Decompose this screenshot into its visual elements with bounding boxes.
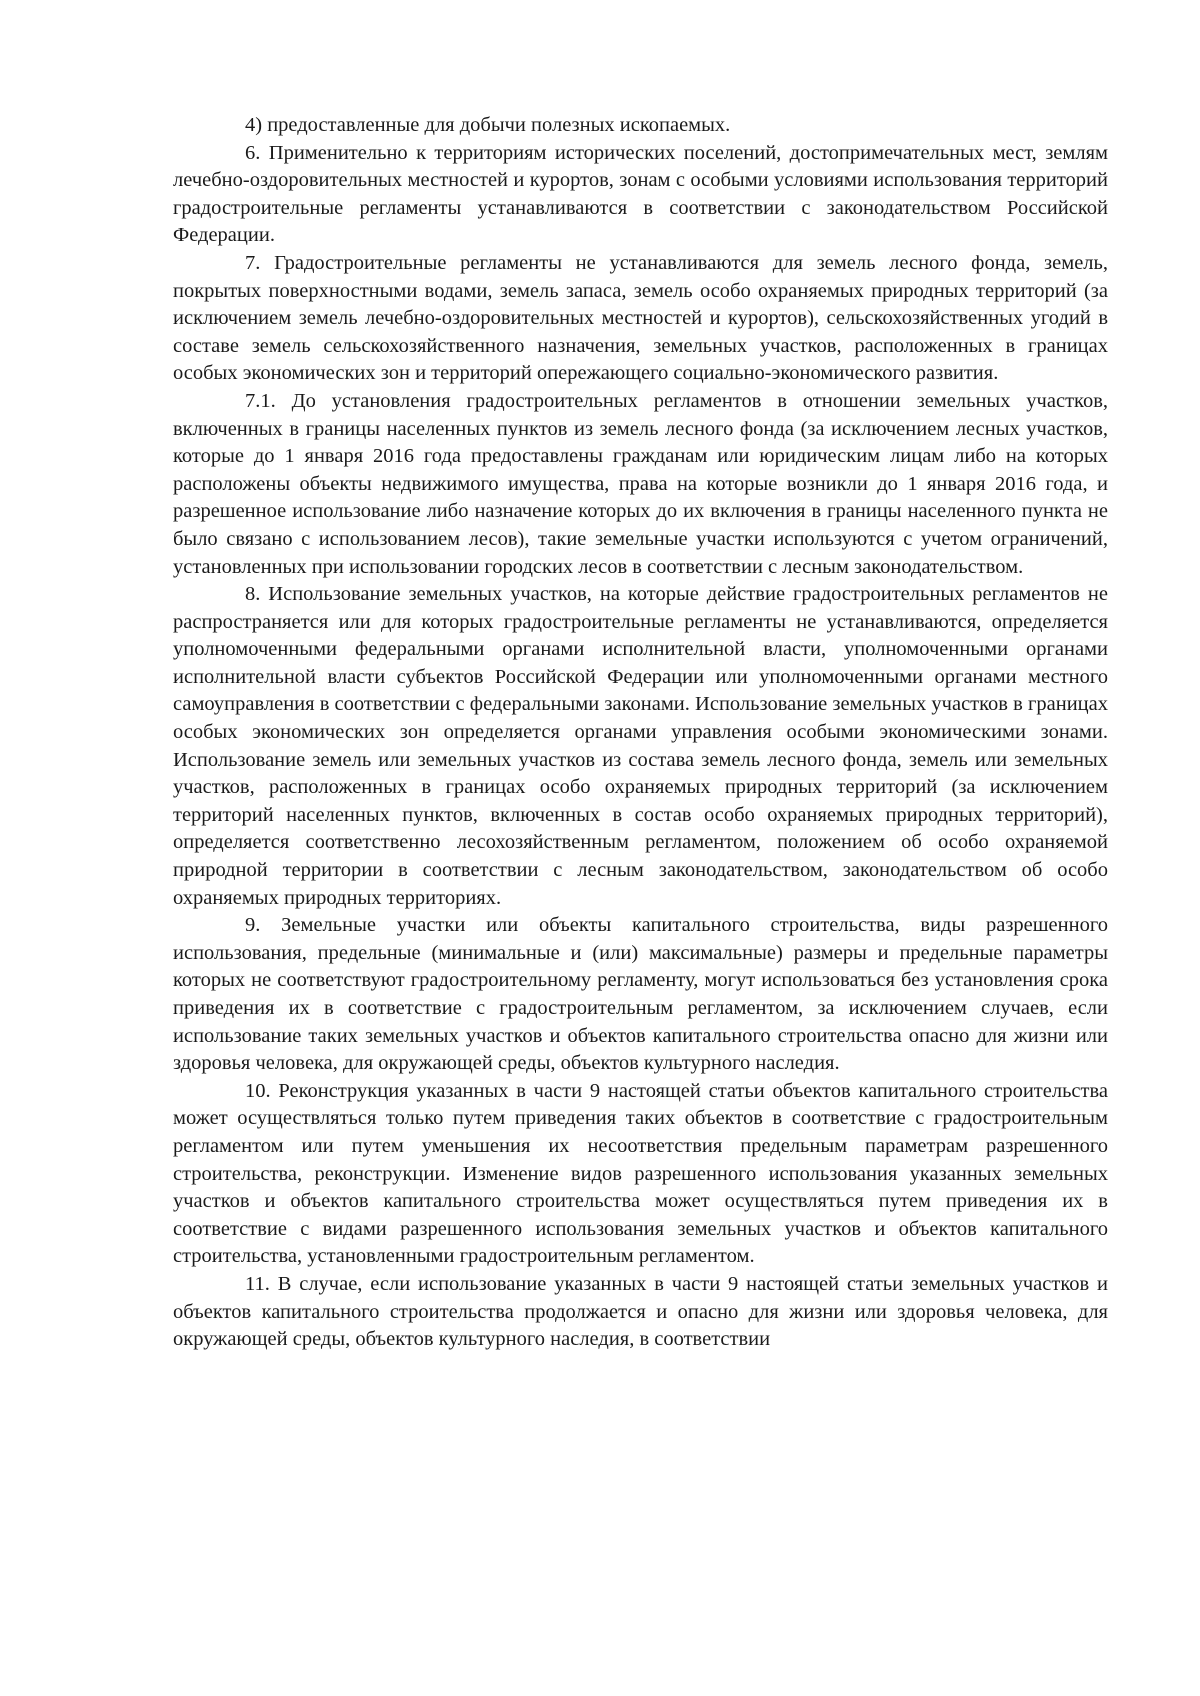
- paragraph-part-6: 6. Применительно к территориям исторических поселений, достопримечательных мест, землям лечебно-оздоровительных местностей и курортов, зонам с особыми условиями использования территорий градостроительные регламенты устанавливаются в соответствии с законодательством Российской Федерации.: [173, 141, 1108, 247]
- paragraph-part-7: 7. Градостроительные регламенты не устанавливаются для земель лесного фонда, земель, покрытых поверхностными водами, земель запаса, земель особо охраняемых природных территорий (за исключением земель лечебно-оздоровительных местностей и курортов), сельскохозяйственных угодий в составе земель сельскохозяйственного назначения, земельных участков, расположенных в границах особых экономических зон и территорий опережающего социально-экономического развития.: [173, 251, 1108, 385]
- paragraph-part-8: 8. Использование земельных участков, на которые действие градостроительных регламентов не распространяется или для которых градостроительные регламенты не устанавливаются, определяется уполномоченными федеральными органами исполнительной власти, уполномоченными органами исполнительной власти субъектов Российской Федерации или уполномоченными органами местного самоуправления в соответствии с федеральными законами. Использование земельных участков в границах особых экономических зон определяется органами управления особыми экономическими зонами. Использование земель или земельных участков из состава земель лесного фонда, земель или земельных участков, расположенных в границах особо охраняемых природных территорий (за исключением территорий населенных пунктов, включенных в состав особо охраняемых природных территорий), определяется соответственно лесохозяйственным регламентом, положением об особо охраняемой природной территории в соответствии с лесным законодательством, законодательством об особо охраняемых природных территориях.: [173, 583, 1108, 909]
- document-body: [173, 112, 1108, 1354]
- paragraph-item-4: 4) предоставленные для добычи полезных ископаемых.: [245, 114, 731, 136]
- paragraph-part-11: 11. В случае, если использование указанных в части 9 настоящей статьи земельных участков и объектов капитального строительства продолжается и опасно для жизни или здоровья человека, для окружающей среды, объектов культурного наследия, в соответствии: [173, 1272, 1108, 1351]
- paragraph-part-9: 9. Земельные участки или объекты капитального строительства, виды разрешенного использования, предельные (минимальные и (или) максимальные) размеры и предельные параметры которых не соответствуют градостроительному регламенту, могут использоваться без установления срока приведения их в соответствие с градостроительным регламентом, за исключением случаев, если использование таких земельных участков и объектов капитального строительства опасно для жизни или здоровья человека, для окружающей среды, объектов культурного наследия.: [173, 914, 1108, 1075]
- paragraph-part-7-1: 7.1. До установления градостроительных регламентов в отношении земельных участков, включенных в границы населенных пунктов из земель лесного фонда (за исключением лесных участков, которые до 1 января 2016 года предоставлены гражданам или юридическим лицам либо на которых расположены объекты недвижимого имущества, права на которые возникли до 1 января 2016 года, и разрешенное использование либо назначение которых до их включения в границы населенного пункта не было связано с использованием лесов), такие земельные участки используются с учетом ограничений, установленных при использовании городских лесов в соответствии с лесным законодательством.: [173, 389, 1108, 578]
- paragraph-part-10: 10. Реконструкция указанных в части 9 настоящей статьи объектов капитального строительства может осуществляться только путем приведения таких объектов в соответствие с градостроительным регламентом или путем уменьшения их несоответствия предельным параметрам разрешенного строительства, реконструкции. Изменение видов разрешенного использования указанных земельных участков и объектов капитального строительства может осуществляться путем приведения их в соответствие с видами разрешенного использования земельных участков и объектов капитального строительства, установленными градостроительным регламентом.: [173, 1079, 1108, 1268]
